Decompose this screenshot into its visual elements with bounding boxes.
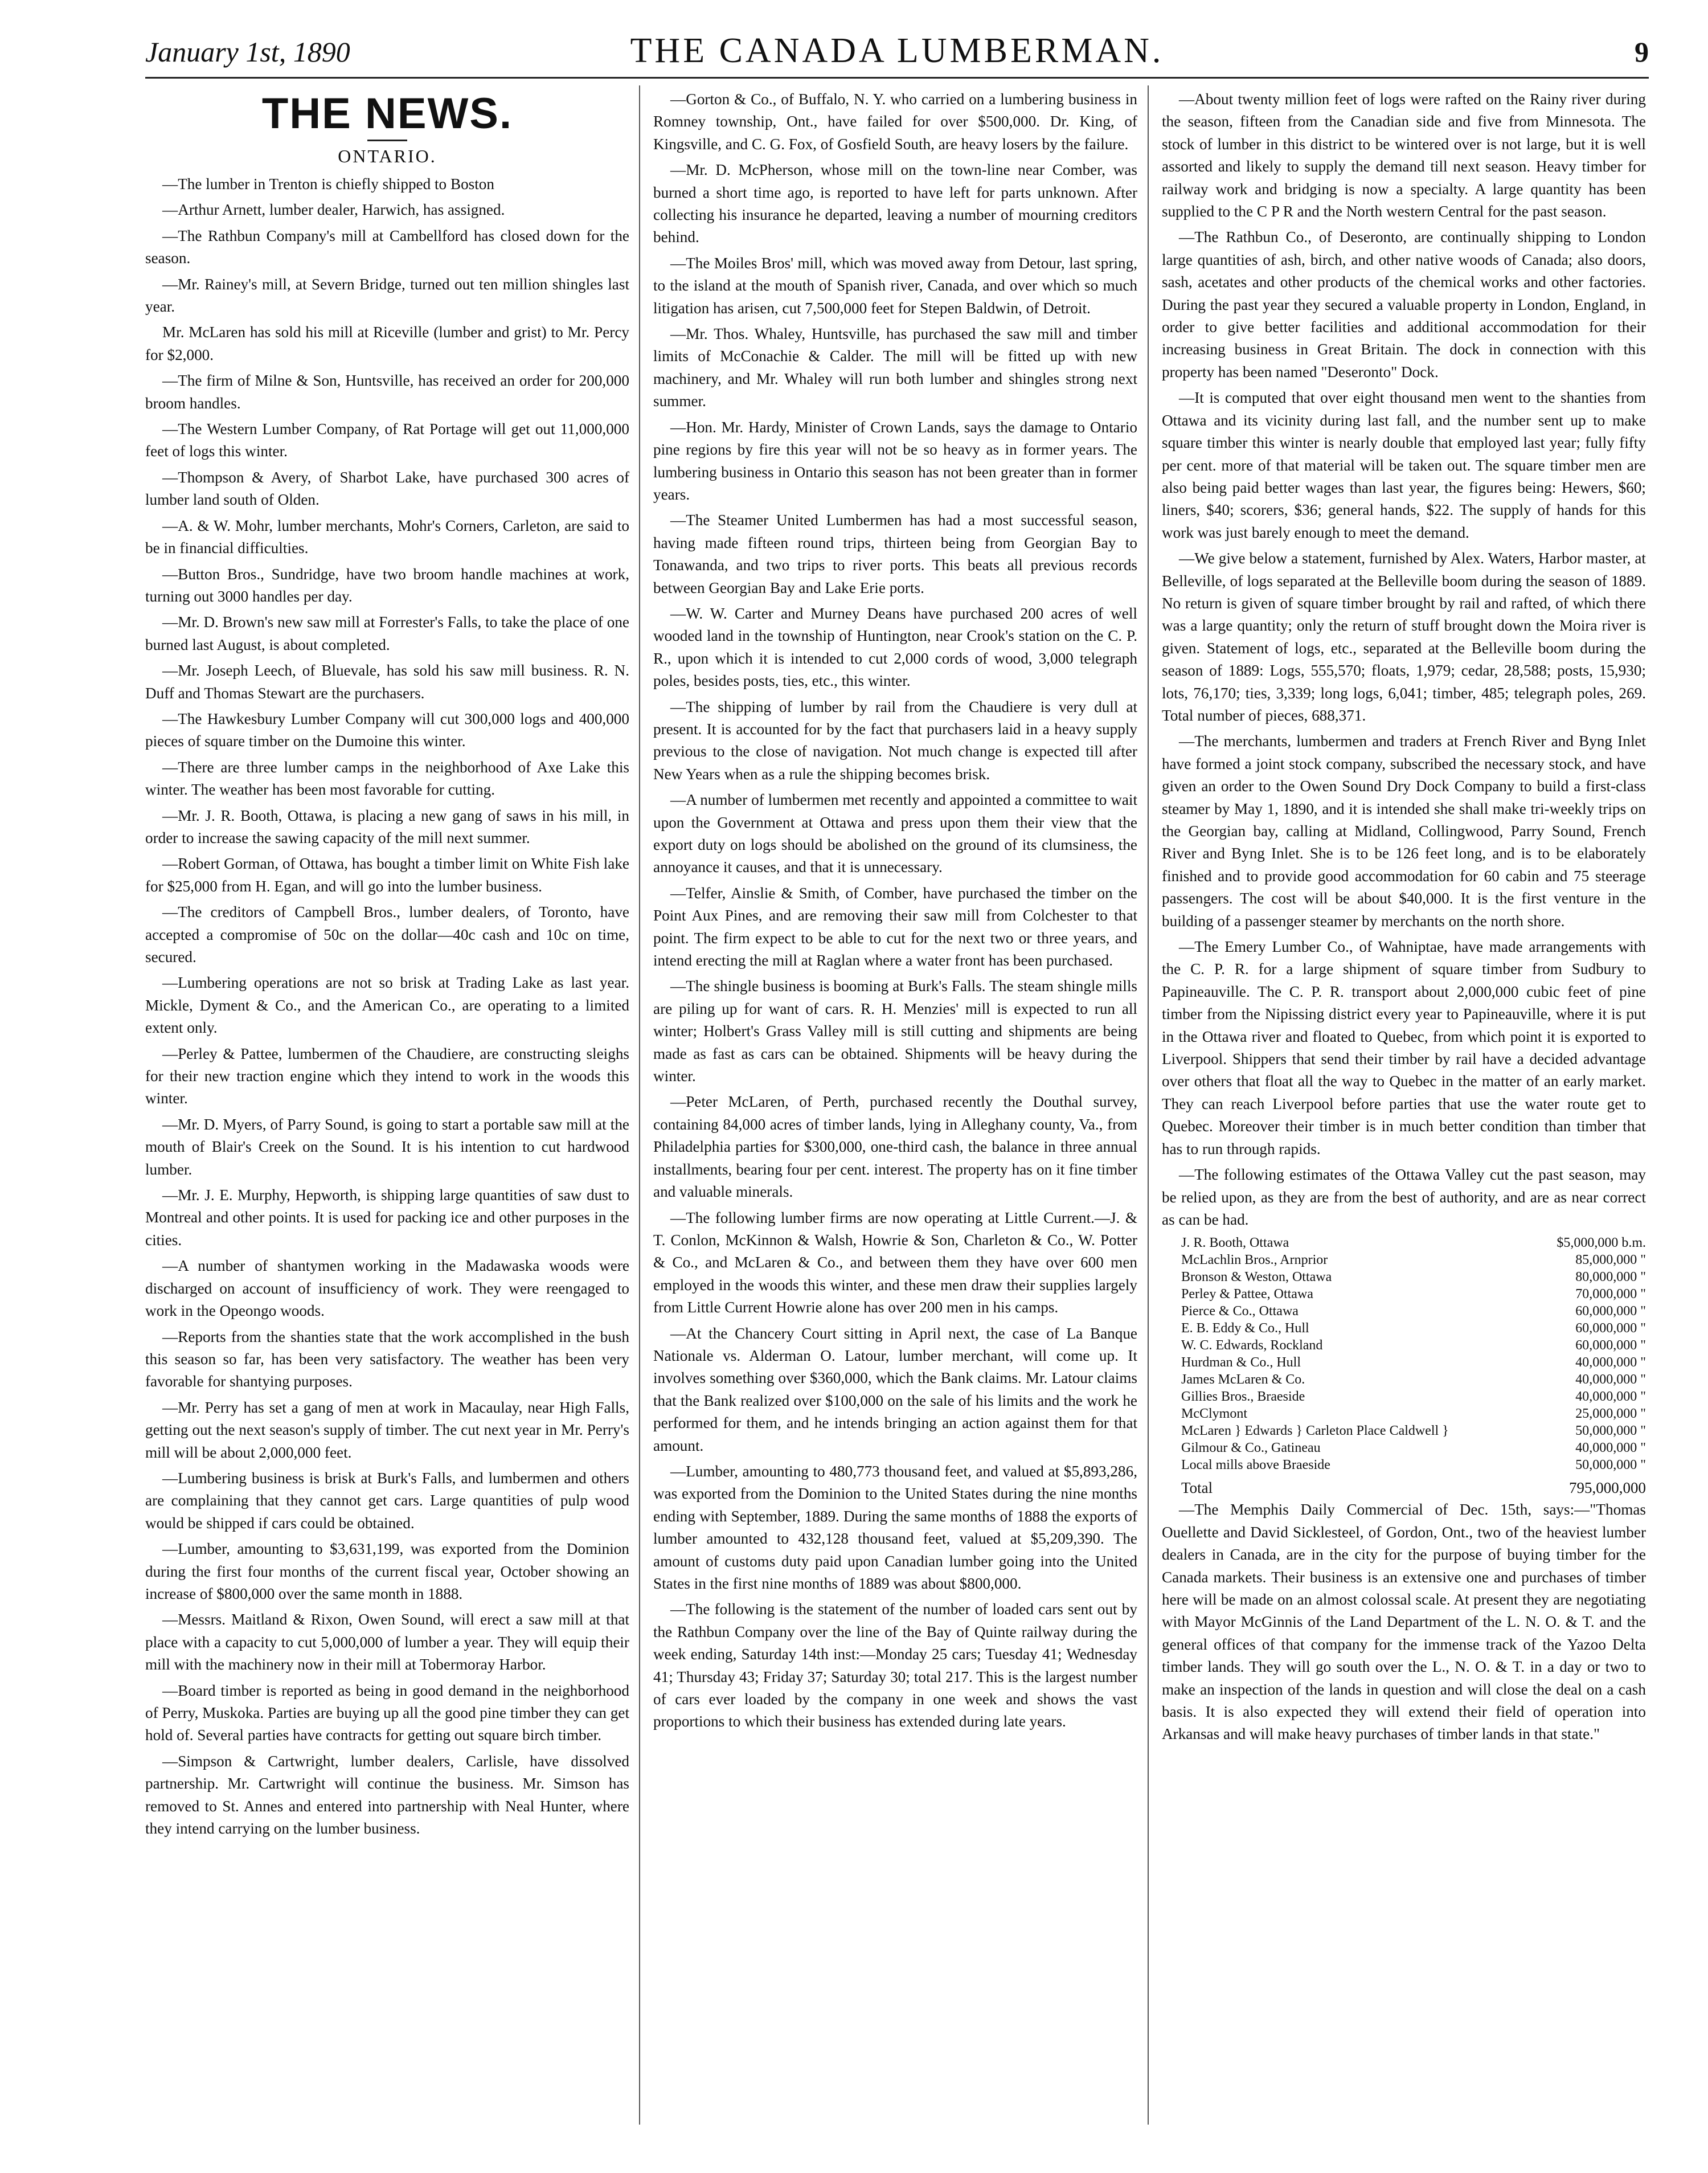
estimate-row xyxy=(1181,1354,1646,1371)
news-item: —Lumbering operations are not so brisk at Trading Lake as last year. Mickle, Dyment & Co., and the American Co., are operating to a limited extent only. xyxy=(145,974,629,1037)
news-item: —The following is the statement of the number of loaded cars sent out by the Rathbun Company over the line of the Bay of Quinte railway during the week ending, Saturday 14th inst:—Monday 25 cars; Tuesday 41; Wednesday 41; Thursday 43; Friday 37; Saturday 30; total 217. This is the largest number of cars ever loaded by the company in one week and shows the vast proportions to which their business has extended during late years. xyxy=(653,1601,1137,1730)
estimate-row xyxy=(1181,1337,1646,1354)
news-item: —Lumbering business is brisk at Burk's Falls, and lumbermen and others are complaining that they cannot get cars. Large quantities of pulp wood would be shipped if cars could be obtained. xyxy=(145,1469,629,1532)
page-number: 9 xyxy=(1635,36,1649,68)
estimate-amount: 60,000,000 " xyxy=(1575,1338,1646,1353)
estimate-total-label: Total xyxy=(1181,1479,1213,1497)
estimate-amount: 80,000,000 " xyxy=(1575,1270,1646,1285)
news-item: —Mr. D. McPherson, whose mill on the town-line near Comber, was burned a short time ago, is reported to have left for parts unknown. After collecting his insurance he departed, leaving a number of mourning creditors behind. xyxy=(653,161,1137,246)
news-item: —We give below a statement, furnished by Alex. Waters, Harbor master, at Belleville, of logs separated at the Belleville boom during the season of 1889. No return is given of square timber brought by rail and rafted, of which there was a large quantity; only the return of stuff brought down the Moira river is given. Statement of logs, etc., separated at the Belleville boom during the season of 1889: Logs, 555,570; floats, 1,979; cedar, 28,588; posts, 15,930; lots, 76,170; ties, 3,339; long logs, 6,041; timber, 485; telegraph poles, 269. Total number of pieces, 688,371. xyxy=(1162,550,1646,724)
estimate-amount: 40,000,000 " xyxy=(1575,1389,1646,1405)
news-item: —Mr. Joseph Leech, of Bluevale, has sold his saw mill business. R. N. Duff and Thomas Stewart are the purchasers. xyxy=(145,662,629,702)
estimate-total-row xyxy=(1181,1474,1646,1496)
news-item: —The Rathbun Co., of Deseronto, are continually shipping to London large quantities of ash, birch, and other native woods of Canada; also doors, sash, acetates and other products of the chemical works and other factories. During the past year they secured a valuable property in London, England, in order to give better facilities and additional accommodation for their increasing business in Great Britain. The dock in connection with this property has been named "Deseronto" Dock. xyxy=(1162,228,1646,380)
news-item: —The lumber in Trenton is chiefly shipped to Boston xyxy=(162,175,494,193)
estimate-row xyxy=(1181,1439,1646,1456)
estimate-firm: E. B. Eddy & Co., Hull xyxy=(1181,1321,1309,1336)
estimate-firm: James McLaren & Co. xyxy=(1181,1372,1305,1388)
estimate-amount: 70,000,000 " xyxy=(1575,1287,1646,1302)
news-item: —Arthur Arnett, lumber dealer, Harwich, has assigned. xyxy=(162,201,505,219)
news-item: —The creditors of Campbell Bros., lumber dealers, of Toronto, have accepted a compromise of 50c on the dollar—40c cash and 10c on time, secured. xyxy=(145,903,629,965)
news-item: —Peter McLaren, of Perth, purchased recently the Douthal survey, containing 84,000 acres of timber lands, lying in Alleghany county, Va., from Philadelphia parties for $300,000, one-third cash, the balance in three annual installments, bearing four per cent. interest. The property has on it fine timber and valuable minerals. xyxy=(653,1093,1137,1201)
news-item: —The shipping of lumber by rail from the Chaudiere is very dull at present. It is accounted for by the fact that purchasers laid in a heavy supply previous to the close of navigation. Not much change is expected till after New Years when as a rule the shipping becomes brisk. xyxy=(653,698,1137,783)
news-item: —Perley & Pattee, lumbermen of the Chaudiere, are constructing sleighs for their new traction engine which they intend to work in the woods this winter. xyxy=(145,1045,629,1107)
estimate-firm: J. R. Booth, Ottawa xyxy=(1181,1235,1289,1251)
news-item: —Mr. D. Brown's new saw mill at Forrester's Falls, to take the place of one burned last August, is about completed. xyxy=(145,613,629,653)
estimate-firm: Pierce & Co., Ottawa xyxy=(1181,1304,1299,1319)
news-item: —Lumber, amounting to 480,773 thousand feet, and valued at $5,893,286, was exported from the Dominion to the United States during the nine months ending with September, 1889. During the same months of 1888 the exports of lumber amounted to 432,128 thousand feet, valued at $5,209,390. The amount of customs duty paid upon Canadian lumber going into the United States in the first nine months of 1889 was about $800,000. xyxy=(653,1462,1137,1592)
estimate-firm: Hurdman & Co., Hull xyxy=(1181,1355,1301,1370)
estimate-total-amount: 795,000,000 xyxy=(1569,1479,1646,1497)
estimate-row xyxy=(1181,1405,1646,1422)
estimate-amount: 50,000,000 " xyxy=(1575,1458,1646,1473)
estimate-firm: Gilmour & Co., Gatineau xyxy=(1181,1441,1321,1456)
issue-date: January 1st, 1890 xyxy=(145,36,350,68)
news-item: —Lumber, amounting to $3,631,199, was exported from the Dominion during the first four months of the current fiscal year, October showing an increase of $800,000 over the same month in 1888. xyxy=(145,1540,629,1602)
header-rule xyxy=(145,77,1649,79)
estimate-amount: 25,000,000 " xyxy=(1575,1406,1646,1422)
column-divider xyxy=(1148,85,1149,2125)
ottawa-valley-estimates-table xyxy=(1181,1234,1646,1496)
estimate-firm: Gillies Bros., Braeside xyxy=(1181,1389,1305,1405)
estimate-amount: 85,000,000 " xyxy=(1575,1253,1646,1268)
news-item: —The Steamer United Lumbermen has had a most successful season, having made fifteen round trips, thirteen being from Georgian Bay to Tonawanda, and two trips to river ports. This beats all previous records between Georgian Bay and Lake Erie ports. xyxy=(653,511,1137,596)
estimate-firm: McClymont xyxy=(1181,1406,1248,1422)
news-item: —The Hawkesbury Lumber Company will cut 300,000 logs and 400,000 pieces of square timber on the Dumoine this winter. xyxy=(145,710,629,750)
estimate-amount: 60,000,000 " xyxy=(1575,1321,1646,1336)
news-item: —The Memphis Daily Commercial of Dec. 15th, says:—"Thomas Ouellette and David Sicklesteel, of Gordon, Ont., two of the heaviest lumber dealers in Canada, are in the city for the purpose of buying timber for the Canada markets. Their business is an extensive one and purchases of timber here will be made on an almost colossal scale. At present they are negotiating with Mayor McGinnis of the Land Department of the L. N. O. & T. and the general offices of that company for the immense track of the Yazoo Delta timber lands. They will go south over the L., N. O. & T. in a day or two to make an inspection of the lands in question and will close the deal on a cash basis. It is also expected they will extend their field of operation into Arkansas and will make heavy purchases of timber lands in that state." xyxy=(1162,1501,1646,1743)
section-heading: ONTARIO. xyxy=(338,146,437,166)
estimate-row xyxy=(1181,1234,1646,1251)
column-3 xyxy=(1162,88,1646,1749)
estimate-amount: 40,000,000 " xyxy=(1575,1441,1646,1456)
estimate-firm: McLachlin Bros., Arnprior xyxy=(1181,1253,1328,1268)
estimate-row xyxy=(1181,1268,1646,1286)
page-header xyxy=(145,28,1649,74)
column-divider xyxy=(639,85,640,2125)
news-item: —The shingle business is booming at Burk's Falls. The steam shingle mills are piling up for want of cars. R. H. Menzies' mill is expected to run all winter; Holbert's Grass Valley mill is still cutting and shipments are being made as fast as cars can be obtained. Shipments will be heavy during the winter. xyxy=(653,977,1137,1085)
news-item: —Button Bros., Sundridge, have two broom handle machines at work, turning out 3000 handles per day. xyxy=(145,565,629,605)
news-item: —Mr. D. Myers, of Parry Sound, is going to start a portable saw mill at the mouth of Blair's Creek on the Sound. It is his intention to cut hardwood lumber. xyxy=(145,1115,629,1178)
estimate-row xyxy=(1181,1286,1646,1303)
news-item: —Thompson & Avery, of Sharbot Lake, have purchased 300 acres of lumber land south of Olden. xyxy=(145,468,629,509)
estimate-firm: McLaren } Edwards } Carleton Place Caldwell } xyxy=(1181,1423,1449,1439)
estimate-row xyxy=(1181,1303,1646,1320)
masthead-title: THE CANADA LUMBERMAN. xyxy=(630,31,1164,70)
news-item: —The Western Lumber Company, of Rat Portage will get out 11,000,000 feet of logs this winter. xyxy=(145,420,629,460)
estimate-firm: W. C. Edwards, Rockland xyxy=(1181,1338,1323,1353)
column-2-body xyxy=(653,88,1137,1733)
news-item: —The firm of Milne & Son, Huntsville, has received an order for 200,000 broom handles. xyxy=(145,372,629,412)
news-item: —Mr. J. R. Booth, Ottawa, is placing a new gang of saws in his mill, in order to increase the sawing capacity of the mill next summer. xyxy=(145,807,629,846)
column-3-body-bottom xyxy=(1162,1499,1646,1745)
column-3-body-top xyxy=(1162,88,1646,1231)
news-item: —A number of shantymen working in the Madawaska woods were discharged on account of insufficiency of work. They were reengaged to work in the Opeongo woods. xyxy=(145,1257,629,1320)
column-1-body xyxy=(145,173,629,1840)
heading-dash xyxy=(367,140,407,141)
column-2 xyxy=(653,88,1137,1737)
news-item: —Mr. Thos. Whaley, Huntsville, has purchased the saw mill and timber limits of McConachie & Calder. The mill will be fitted up with new machinery, and Mr. Whaley will run both lumber and shingles strong next summer. xyxy=(653,325,1137,410)
news-item: —Messrs. Maitland & Rixon, Owen Sound, will erect a saw mill at that place with a capacity to cut 5,000,000 of lumber a year. They will equip their mill with the machinery now in their mill at Tobermoray Harbor. xyxy=(145,1611,629,1673)
estimate-firm: Perley & Pattee, Ottawa xyxy=(1181,1287,1313,1302)
news-item: —Board timber is reported as being in good demand in the neighborhood of Perry, Muskoka. Parties are buying up all the good pine timber they can get hold of. Several parties have contracts for getting out square birch timber. xyxy=(145,1681,629,1744)
estimate-amount: $5,000,000 b.m. xyxy=(1557,1235,1646,1251)
news-item: —A. & W. Mohr, lumber merchants, Mohr's Corners, Carleton, are said to be in financial difficulties. xyxy=(145,517,629,557)
news-item: —The merchants, lumbermen and traders at French River and Byng Inlet have formed a joint stock company, subscribed the necessary stock, and have given an order to the Owen Sound Dry Dock Company to build a first-class steamer by May 1, 1890, and it is intended she shall make tri-weekly trips on the Georgian bay, calling at Midland, Collingwood, Parry Sound, French River and Byng Inlet. She is to be 126 feet long, and is to be elaborately finished and to provide good accommodation for 60 cabin and 75 steerage passengers. The cost will be about $40,000. It is the first venture in the building of a passenger steamer by merchants on the north shore. xyxy=(1162,732,1646,930)
estimate-amount: 60,000,000 " xyxy=(1575,1304,1646,1319)
news-item: —Mr. J. E. Murphy, Hepworth, is shipping large quantities of saw dust to Montreal and other points. It is used for packing ice and other purposes in the cities. xyxy=(145,1186,629,1249)
estimate-amount: 40,000,000 " xyxy=(1575,1372,1646,1388)
news-item: —There are three lumber camps in the neighborhood of Axe Lake this winter. The weather has been most favorable for cutting. xyxy=(145,758,629,799)
news-item: —The Emery Lumber Co., of Wahniptae, have made arrangements with the C. P. R. for a large shipment of square timber from Sudbury to Papineauville. The C. P. R. transport about 2,000,000 cubic feet of pine timber from the Nipissing district every year to Papineauville, where it is put in the Ottawa river and floated to Quebec, from which point it is exported to Liverpool. Shippers that send their timber by rail have a decided advantage over others that float all the way to Quebec in the matter of an early market. They can reach Liverpool before parties that use the water route get to Quebec. Moreover their timber is in much better condition than timber that has to run through rapids. xyxy=(1162,938,1646,1157)
news-item: —Hon. Mr. Hardy, Minister of Crown Lands, says the damage to Ontario pine regions by fire this year will not be so heavy as in former years. The lumbering business in Ontario this season has not been greater than in former years. xyxy=(653,418,1137,503)
estimate-row xyxy=(1181,1371,1646,1388)
estimate-firm: Bronson & Weston, Ottawa xyxy=(1181,1270,1332,1285)
estimate-row xyxy=(1181,1456,1646,1474)
news-item: —Gorton & Co., of Buffalo, N. Y. who carried on a lumbering business in Romney township, Ont., have failed for over $500,000. Dr. King, of Kingsville, and C. G. Fox, of Gosfield South, are heavy losers by the failure. xyxy=(653,91,1137,153)
news-item: —A number of lumbermen met recently and appointed a committee to wait upon the Government at Ottawa and press upon them their view that the export duty on logs should be abolished on the ground of its clumsiness, the annoyance it causes, and that it is unnecessary. xyxy=(653,791,1137,876)
estimate-amount: 50,000,000 " xyxy=(1575,1423,1646,1439)
news-item: —The Rathbun Company's mill at Cambellford has closed down for the season. xyxy=(145,227,629,267)
news-item: —Mr. Rainey's mill, at Severn Bridge, turned out ten million shingles last year. xyxy=(145,275,629,316)
news-item: —W. W. Carter and Murney Deans have purchased 200 acres of well wooded land in the township of Huntington, near Crook's station on the C. P. R., upon which it is intended to cut 2,000 cords of wood, 3,000 telegraph poles, besides posts, ties, etc., this winter. xyxy=(653,604,1137,690)
news-item: —Reports from the shanties state that the work accomplished in the bush this season so far, has been very satisfactory. The weather has been very favorable for shantying purposes. xyxy=(145,1328,629,1390)
news-item: —The following lumber firms are now operating at Little Current.—J. & T. Conlon, McKinnon & Walsh, Howrie & Son, Charleton & Co., W. Potter & Co., and McLaren & Co., and between them they have over 600 men employed in the woods this winter, and these men draw their supplies largely from Little Current Howrie alone has over 200 men in his camps. xyxy=(653,1209,1137,1316)
estimate-row xyxy=(1181,1251,1646,1268)
news-item: —Telfer, Ainslie & Smith, of Comber, have purchased the timber on the Point Aux Pines, and are removing their saw mill from Colchester to that point. The firm expect to be able to cut for the next two or three years, and intend erecting the mill at Raglan where a water front has been purchased. xyxy=(653,884,1137,969)
news-item: —The Moiles Bros' mill, which was moved away from Detour, last spring, to the island at the mouth of Spanish river, Canada, and over which so much litigation has arisen, cut 7,500,000 feet for Stepen Baldwin, of Detroit. xyxy=(653,254,1137,317)
news-item: —At the Chancery Court sitting in April next, the case of La Banque Nationale vs. Alderman O. Latour, lumber merchant, will come up. It involves something over $360,000, which the Bank claims. Mr. Latour claims that the Bank realized over $100,000 on the sale of his limits and the work he performed for them, and he intends bringing an action against them for that amount. xyxy=(653,1324,1137,1454)
news-item: Mr. McLaren has sold his mill at Riceville (lumber and grist) to Mr. Percy for $2,000. xyxy=(145,324,629,363)
estimate-row xyxy=(1181,1320,1646,1337)
estimate-firm: Local mills above Braeside xyxy=(1181,1458,1330,1473)
news-item: —Mr. Perry has set a gang of men at work in Macaulay, near High Falls, getting out the next season's supply of timber. The cut next year in Mr. Perry's mill will be about 2,000,000 feet. xyxy=(145,1398,629,1461)
estimate-row xyxy=(1181,1388,1646,1405)
estimate-row xyxy=(1181,1422,1646,1439)
news-item: —It is computed that over eight thousand men went to the shanties from Ottawa and its vicinity during last fall, and the number sent up to make square timber this winter is nearly double that employed last year; fully fifty per cent. more of that material will be taken out. The square timber men are also being paid better wages than last year, the figures being: Hewers, $60; liners, $40; scorers, $36; general hands, $22. The supply of hands for this work was just barely enough to meet the demand. xyxy=(1162,389,1646,541)
news-item: —The following estimates of the Ottawa Valley cut the past season, may be relied upon, as they are from the best of authority, and are as near correct as can be had. xyxy=(1162,1166,1646,1228)
news-item: —About twenty million feet of logs were rafted on the Rainy river during the season, fifteen from the Canadian side and five from Minnesota. The stock of lumber in this district to be wintered over is not large, but it is well assorted and likely to supply the demand till next season. Heavy timber for railway work and bridging is now a specialty. A large quantity has been supplied to the C P R and the North western Central for the past season. xyxy=(1162,91,1646,220)
news-item: —Simpson & Cartwright, lumber dealers, Carlisle, have dissolved partnership. Mr. Cartwright will continue the business. Mr. Simson has removed to St. Annes and entered into partnership with Neal Hunter, where they intend carrying on the lumber business. xyxy=(145,1752,629,1838)
column-1 xyxy=(145,88,629,1843)
news-heading: THE NEWS. xyxy=(261,89,513,138)
estimate-amount: 40,000,000 " xyxy=(1575,1355,1646,1370)
news-item: —Robert Gorman, of Ottawa, has bought a timber limit on White Fish lake for $25,000 from H. Egan, and will go into the lumber business. xyxy=(145,855,629,895)
